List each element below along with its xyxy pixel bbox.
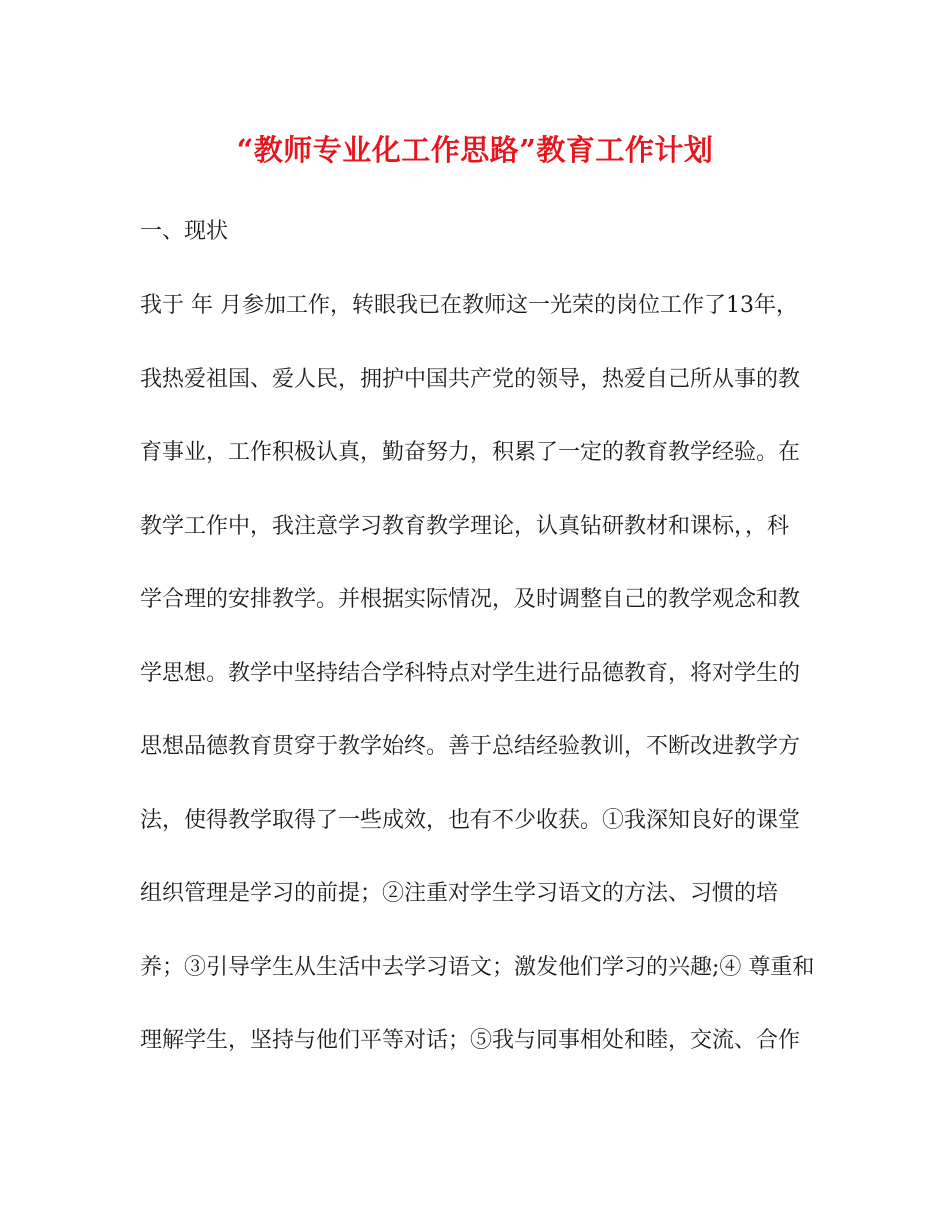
paragraph-line: 思想品德教育贯穿于教学始终。善于总结经验教训，不断改进教学方 (140, 734, 801, 759)
paragraph-line: 教学工作中，我注意学习教育教学理论，认真钻研教材和课标，，科 (140, 513, 790, 539)
section-heading: 一、现状 (140, 219, 229, 244)
paragraph-line: 我热爱祖国、爱人民，拥护中国共产党的领导，热爱自己所从事的教 (140, 366, 801, 392)
paragraph-line: 我于 年 月参加工作，转眼我已在教师这一光荣的岗位工作了13年， (140, 293, 798, 318)
paragraph-line: 养；③引导学生从生活中去学习语文；激发他们学习的兴趣;④ 尊重和 (140, 954, 815, 980)
document-title: “教师专业化工作思路”教育工作计划 (236, 133, 714, 167)
paragraph-line: 育事业，工作积极认真，勤奋努力，积累了一定的教育教学经验。在 (140, 440, 801, 465)
document-body (140, 288, 820, 1097)
paragraph-line: 法，使得教学取得了一些成效，也有不少收获。①我深知良好的课堂 (140, 807, 801, 833)
paragraph-line: 学思想。教学中坚持结合学科特点对学生进行品德教育，将对学生的 (140, 660, 801, 686)
paragraph-line: 组织管理是学习的前提；②注重对学生学习语文的方法、习惯的培 (140, 881, 779, 906)
paragraph-line: 学合理的安排教学。并根据实际情况，及时调整自己的教学观念和教 (140, 587, 801, 612)
paragraph-line: 理解学生，坚持与他们平等对话；⑤我与同事相处和睦，交流、合作 (140, 1028, 801, 1053)
